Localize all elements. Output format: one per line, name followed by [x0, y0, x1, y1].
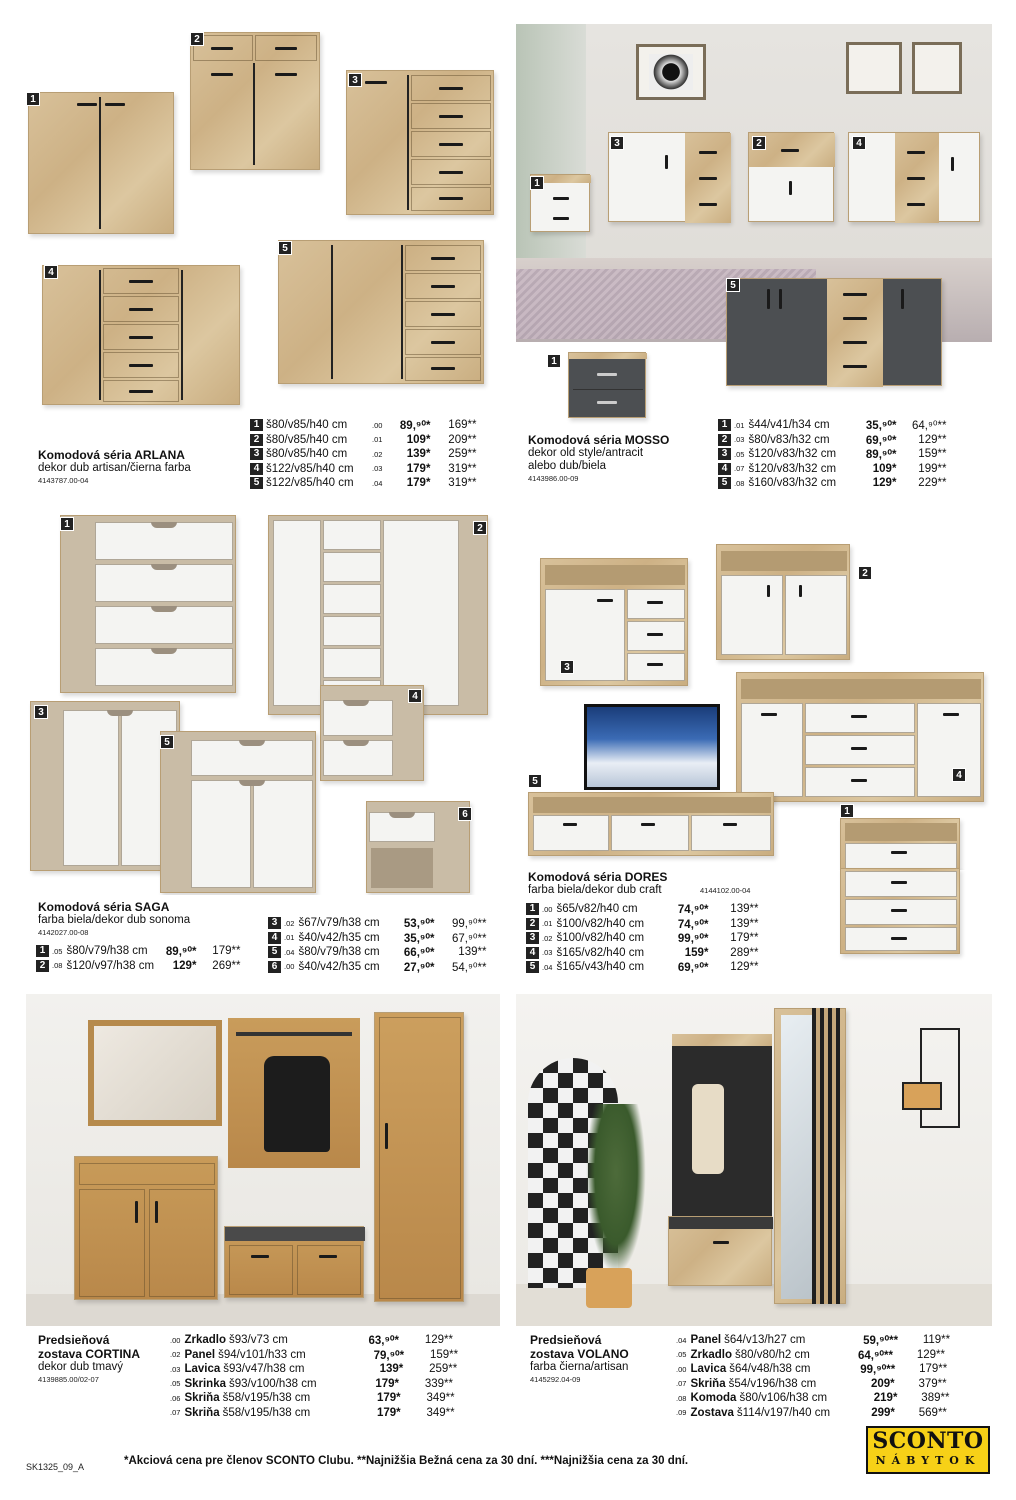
cortina-code: 4139885.00/02-07: [38, 1375, 99, 1384]
dores-badge-2: 2: [858, 566, 872, 580]
price-row: .00 Lavica š64/v48/h38 cm 99,⁹⁰** 179**: [676, 1363, 948, 1377]
saga-code: 4142027.00-08: [38, 928, 89, 937]
arlana-dresser-2: [190, 32, 320, 170]
dores-code: 4144102.00-04: [700, 886, 751, 895]
saga-nightstand-6: [366, 801, 470, 893]
volano-price-list: [676, 1333, 950, 1420]
arlana-badge-4: 4: [44, 265, 58, 279]
dores-tv: [584, 704, 720, 790]
volano-wall-shelf: [920, 1028, 960, 1128]
price-row: 1 .00 š65/v82/h40 cm 74,⁹⁰* 139**: [526, 902, 758, 917]
arlana-info: [38, 448, 248, 486]
price-row: .07 Skriňa š58/v195/h38 cm 179* 349**: [170, 1406, 455, 1419]
mosso-room-badge-2: 2: [752, 136, 766, 150]
saga-cabinet-3: [30, 701, 180, 871]
price-row: 5 .08 š160/v83/h32 cm 129* 229**: [718, 476, 946, 491]
volano-coat-panel: [672, 1034, 772, 1244]
dores-price-list: [526, 902, 758, 975]
dores-badge-5: 5: [528, 774, 542, 788]
saga-badge-3: 3: [34, 705, 48, 719]
mosso-desc-1: dekor old style/antracit: [528, 447, 644, 459]
price-row: .03 Lavica š93/v47/h38 cm 139* 259**: [170, 1363, 458, 1376]
volano-bench: [668, 1216, 772, 1286]
mosso-room-badge-3: 3: [610, 136, 624, 150]
arlana-badge-5: 5: [278, 241, 292, 255]
cortina-title-1: Predsieňová: [38, 1333, 110, 1347]
saga-title: Komodová séria SAGA: [38, 900, 170, 914]
arlana-code: 4143787.00-04: [38, 476, 89, 485]
price-row: 2 .01 š100/v82/h40 cm 74,⁹⁰* 139**: [526, 917, 758, 932]
saga-price-list-right: [268, 916, 486, 974]
saga-info: [38, 900, 268, 938]
saga-badge-2: 2: [473, 521, 487, 535]
mosso-desc-2: alebo dub/biela: [528, 460, 607, 472]
arlana-dresser-5: [278, 240, 484, 384]
saga-product-image: [20, 505, 500, 895]
price-row: .06 Skriňa š58/v195/h38 cm 179* 349**: [170, 1392, 455, 1405]
arlana-badge-2: 2: [190, 32, 204, 46]
price-row: 2 š80/v85/h40 cm .01 109* 209**: [250, 433, 476, 448]
arlana-badge-3: 3: [348, 73, 362, 87]
mosso-badge-1: 1: [547, 354, 561, 368]
mosso-badge-5: 5: [726, 278, 740, 292]
price-row: .02 Panel š94/v101/h33 cm 79,⁹⁰* 159**: [170, 1348, 459, 1362]
volano-title-1: Predsieňová: [530, 1333, 602, 1347]
price-row: 3 š80/v85/h40 cm .02 139* 259**: [250, 447, 476, 462]
price-row: 2 .08 š120/v97/h38 cm 129* 269**: [36, 959, 240, 974]
sconto-logo: [866, 1426, 990, 1474]
cortina-info: [38, 1333, 168, 1385]
mosso-room-badge-4: 4: [852, 136, 866, 150]
arlana-dresser-4: [42, 265, 240, 405]
saga-badge-4: 4: [408, 689, 422, 703]
price-row: .09 Zostava š114/v197/h40 cm 299* 569**: [676, 1406, 947, 1419]
price-row: .07 Skriňa š54/v196/h38 cm 209* 379**: [676, 1377, 947, 1390]
cortina-panel: [228, 1018, 360, 1168]
volano-title-2: zostava VOLANO: [530, 1347, 629, 1361]
page-code: SK1325_09_A: [26, 1462, 85, 1472]
cortina-room-photo: [26, 994, 500, 1326]
dores-info: [528, 870, 828, 897]
arlana-title: Komodová séria ARLANA: [38, 448, 185, 462]
mosso-nightstand-dark: [568, 352, 646, 418]
dores-title: Komodová séria DORES: [528, 870, 668, 884]
dores-badge-1: 1: [840, 804, 854, 818]
saga-badge-6: 6: [458, 807, 472, 821]
price-row: 3 .02 š67/v79/h38 cm 53,⁹⁰* 99,⁹⁰**: [268, 916, 486, 931]
saga-desc: farba biela/dekor dub sonoma: [38, 914, 191, 926]
dores-badge-4: 4: [952, 768, 966, 782]
price-row: 3 .02 š100/v82/h40 cm 99,⁹⁰* 179**: [526, 931, 758, 946]
saga-cabinet-5: [160, 731, 316, 893]
arlana-price-list: [250, 418, 476, 491]
price-row: 3 .05 š120/v83/h32 cm 89,⁹⁰* 159**: [718, 447, 946, 462]
volano-desc: farba čierna/artisan: [530, 1361, 629, 1373]
dores-tv-bench-5: [528, 792, 774, 856]
mosso-sideboard-dark: [726, 278, 942, 386]
price-row: 5 š122/v85/h40 cm .04 179* 319**: [250, 476, 476, 491]
saga-chest-1: [60, 515, 236, 693]
footer-disclaimer: *Akciová cena pre členov SCONTO Clubu. **Najnižšia Bežná cena za 30 dní. ***Najnižšia cena za 30 dní.: [124, 1455, 689, 1467]
dores-cabinet-2: [716, 544, 850, 660]
price-row: 5 .04 š80/v79/h38 cm 66,⁹⁰* 139**: [268, 945, 486, 960]
cortina-desc: dekor dub tmavý: [38, 1361, 124, 1373]
cortina-title-2: zostava CORTINA: [38, 1347, 141, 1361]
price-row: 1 .01 š44/v41/h34 cm 35,⁹⁰* 64,⁹⁰**: [718, 418, 946, 433]
price-row: 4 .01 š40/v42/h35 cm 35,⁹⁰* 67,⁹⁰**: [268, 931, 486, 946]
volano-room-photo: [516, 994, 992, 1326]
mosso-code: 4143986.00-09: [528, 474, 579, 483]
dores-badge-3: 3: [560, 660, 574, 674]
arlana-badge-1: 1: [26, 92, 40, 106]
price-row: .08 Komoda š80/v106/h38 cm 219* 389**: [676, 1392, 950, 1405]
cortina-mirror: [88, 1020, 222, 1126]
volano-code: 4145292.04-09: [530, 1375, 581, 1384]
volano-info: [530, 1333, 680, 1385]
logo-sconto-text: SCONTO: [872, 1428, 984, 1454]
mosso-room-cabinet-4: [848, 132, 980, 222]
dores-sideboard-4: [736, 672, 984, 802]
price-row: .00 Zrkadlo š93/v73 cm 63,⁹⁰* 129**: [170, 1334, 453, 1348]
logo-nabytok-text: NÁBYTOK: [875, 1454, 981, 1467]
dores-product-image: [516, 500, 996, 870]
cortina-cabinet: [74, 1156, 218, 1300]
dores-chest-1-lower: [840, 868, 960, 954]
saga-price-list-left: [36, 944, 240, 973]
arlana-dresser-1: [28, 92, 174, 234]
dores-desc: farba biela/dekor dub craft: [528, 884, 662, 896]
price-row: 2 .03 š80/v83/h32 cm 69,⁹⁰* 129**: [718, 433, 946, 448]
price-row: 4 .03 š165/v82/h40 cm 159* 289**: [526, 946, 758, 961]
mosso-room-cabinet-3: [608, 132, 730, 222]
mosso-price-list: [718, 418, 946, 491]
price-row: 5 .04 š165/v43/h40 cm 69,⁹⁰* 129**: [526, 960, 758, 975]
volano-slat-panel: [812, 1008, 840, 1304]
cortina-bench: [224, 1226, 364, 1298]
arlana-dresser-3: [346, 70, 494, 215]
saga-badge-1: 1: [60, 517, 74, 531]
price-row: .05 Skrinka š93/v100/h38 cm 179* 339**: [170, 1377, 453, 1390]
cortina-price-list: [170, 1333, 458, 1420]
arlana-product-image: [20, 20, 500, 415]
price-row: 6 .00 š40/v42/h35 cm 27,⁹⁰* 54,⁹⁰**: [268, 960, 486, 975]
dores-chest-1: [840, 818, 960, 870]
mosso-info: [528, 433, 718, 484]
cortina-wardrobe: [374, 1012, 464, 1302]
price-row: 4 .07 š120/v83/h32 cm 109* 199**: [718, 462, 946, 477]
saga-badge-5: 5: [160, 735, 174, 749]
price-row: .04 Panel š64/v13/h27 cm 59,⁹⁰** 119**: [676, 1334, 951, 1348]
mosso-title: Komodová séria MOSSO: [528, 433, 670, 447]
arlana-desc: dekor dub artisan/čierna farba: [38, 462, 191, 474]
price-row: 1 .05 š80/v79/h38 cm 89,⁹⁰* 179**: [36, 944, 240, 959]
price-row: .05 Zrkadlo š80/v80/h2 cm 64,⁹⁰** 129**: [676, 1348, 945, 1362]
price-row: 4 š122/v85/h40 cm .03 179* 319**: [250, 462, 476, 477]
mosso-room-badge-1: 1: [530, 176, 544, 190]
price-row: 1 š80/v85/h40 cm .00 89,⁹⁰* 169**: [250, 418, 476, 433]
